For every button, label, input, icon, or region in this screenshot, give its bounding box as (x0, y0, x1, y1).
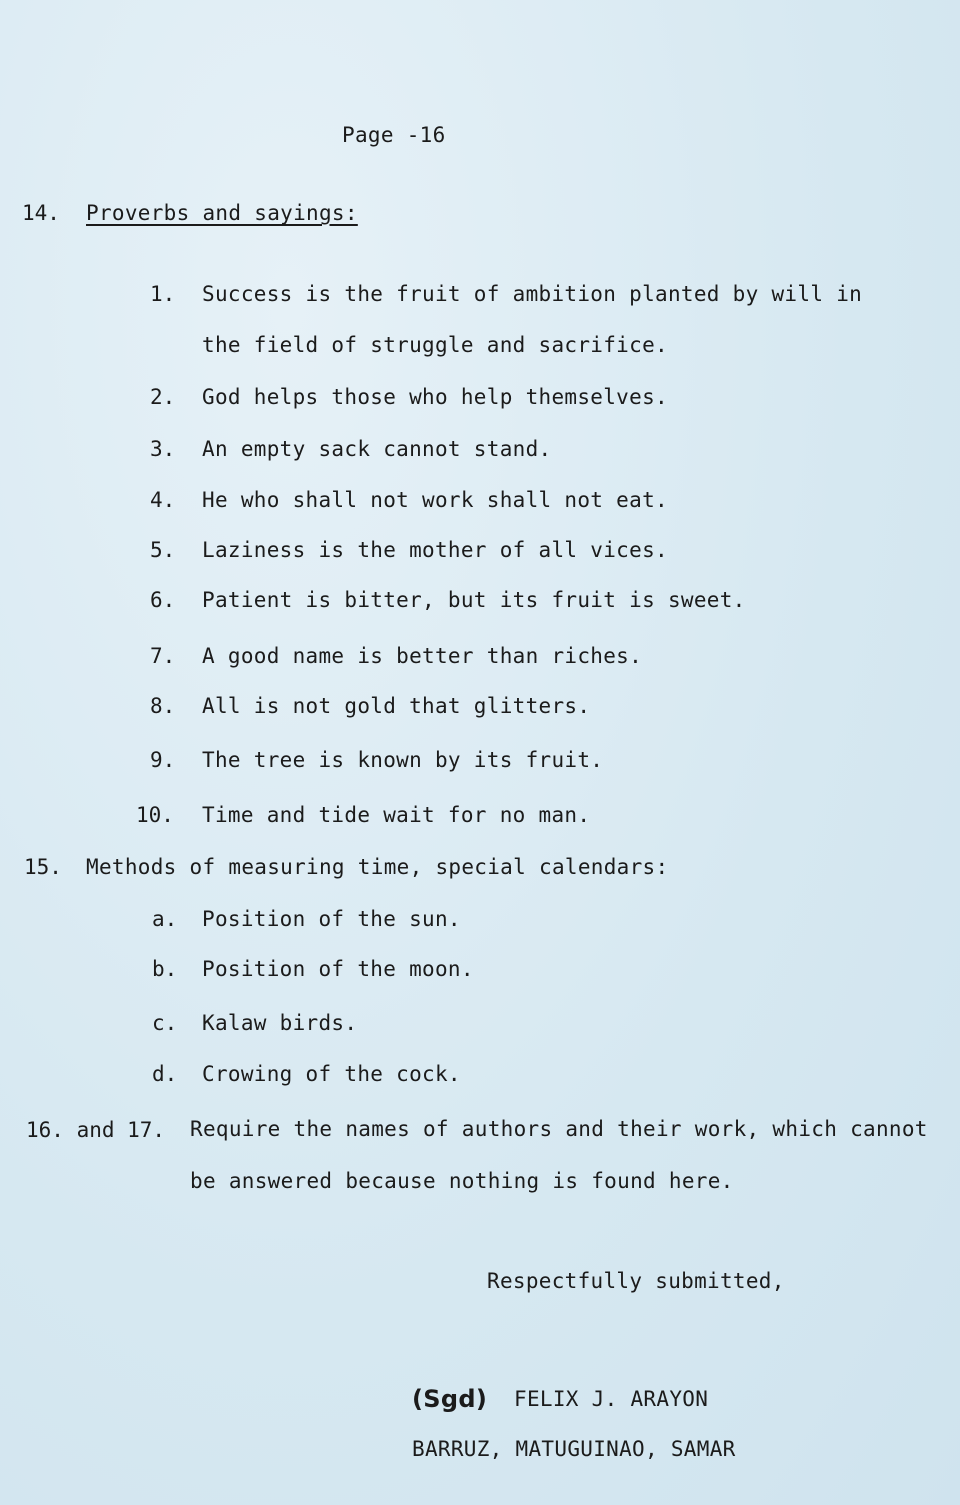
method-c-text: Kalaw birds. (202, 1011, 358, 1035)
proverb-8-number: 8. (150, 694, 176, 718)
proverb-9-number: 9. (150, 748, 176, 772)
closing-salutation: Respectfully submitted, (487, 1269, 785, 1293)
proverb-3-number: 3. (150, 437, 176, 461)
proverb-4-text: He who shall not work shall not eat. (202, 488, 668, 512)
method-a-text: Position of the sun. (202, 907, 461, 931)
proverb-9-text: The tree is known by its fruit. (202, 748, 604, 772)
method-a-letter: a. (152, 907, 178, 931)
signer-name: FELIX J. ARAYON (514, 1387, 709, 1411)
proverb-1-number: 1. (150, 282, 176, 306)
section-15-number: 15. (24, 855, 62, 879)
method-b-letter: b. (152, 957, 178, 981)
section-14-number: 14. (22, 201, 60, 225)
proverb-6-text: Patient is bitter, but its fruit is sweet. (202, 588, 746, 612)
method-b-text: Position of the moon. (202, 957, 474, 981)
proverb-8-text: All is not gold that glitters. (202, 694, 591, 718)
section-16-17-line-1: Require the names of authors and their work, which cannot (190, 1117, 928, 1141)
signed-mark: (Sgd) (412, 1385, 488, 1413)
proverb-5-number: 5. (150, 538, 176, 562)
proverb-5-text: Laziness is the mother of all vices. (202, 538, 668, 562)
section-16-17-number: 16. and 17. (26, 1118, 166, 1142)
proverb-4-number: 4. (150, 488, 176, 512)
proverb-7-text: A good name is better than riches. (202, 644, 643, 668)
proverb-2-number: 2. (150, 385, 176, 409)
proverb-2-text: God helps those who help themselves. (202, 385, 668, 409)
proverb-1-line-1: Success is the fruit of ambition planted by will in (202, 282, 863, 306)
method-d-letter: d. (152, 1062, 178, 1086)
section-15-title: Methods of measuring time, special calendars: (86, 855, 669, 879)
section-16-17-line-2: be answered because nothing is found here. (190, 1169, 734, 1193)
section-14-title: Proverbs and sayings: (86, 201, 358, 225)
proverb-1-line-2: the field of struggle and sacrifice. (202, 333, 668, 357)
signer-address: BARRUZ, MATUGUINAO, SAMAR (412, 1437, 736, 1461)
method-c-letter: c. (152, 1011, 178, 1035)
proverb-3-text: An empty sack cannot stand. (202, 437, 552, 461)
proverb-6-number: 6. (150, 588, 176, 612)
method-d-text: Crowing of the cock. (202, 1062, 461, 1086)
proverb-7-number: 7. (150, 644, 176, 668)
page-number: Page -16 (342, 123, 446, 147)
proverb-10-number: 10. (136, 803, 174, 827)
proverb-10-text: Time and tide wait for no man. (202, 803, 591, 827)
